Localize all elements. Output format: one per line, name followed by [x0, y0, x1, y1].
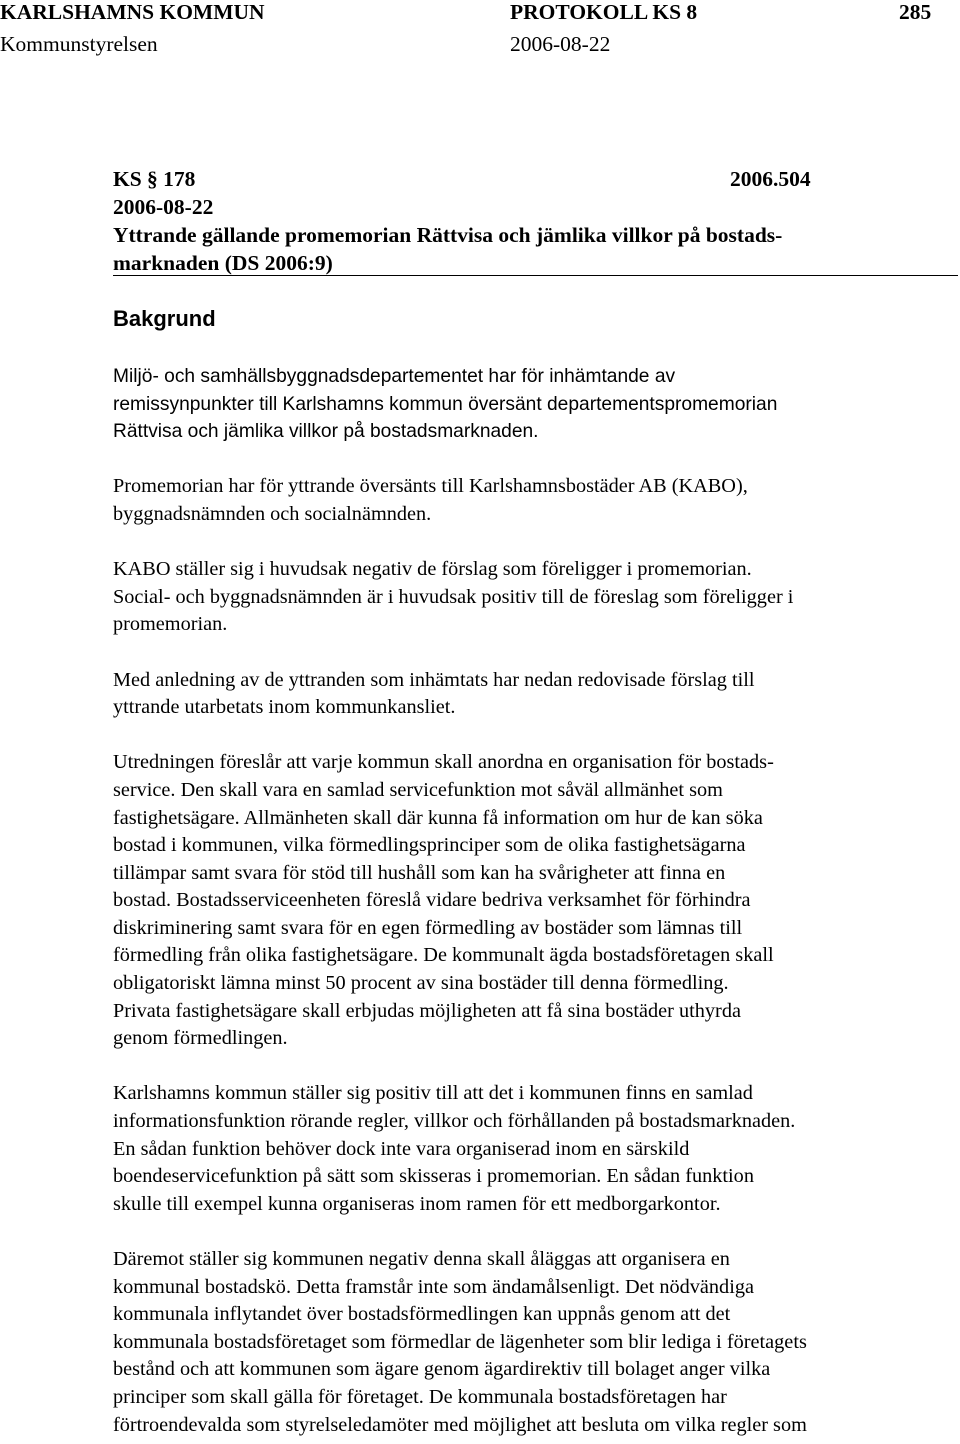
case-title-2: marknaden (DS 2006:9)	[113, 251, 333, 275]
paragraph-line: principer som skall gälla för företaget. De kommunala bostadsföretagen har	[113, 1385, 727, 1408]
paragraph-line: kommunala bostadsföretaget som förmedlar de lägenheter som blir lediga i företagets	[113, 1330, 807, 1353]
paragraph-line: bestånd och att kommunen som ägare genom ägardirektiv till bolaget anger vilka	[113, 1358, 771, 1381]
paragraph-line: kommunal bostadskö. Detta framstår inte som ändamålsenligt. Det nödvändiga	[113, 1275, 754, 1298]
case-dnr: 2006.504	[730, 167, 811, 191]
case-ks-number: KS § 178	[113, 167, 196, 191]
case-number-line	[113, 165, 958, 193]
paragraph-line: Rättvisa och jämlika villkor på bostadsmarknaden.	[113, 421, 539, 443]
paragraph-line: KABO ställer sig i huvudsak negativ de förslag som föreligger i promemorian.	[113, 558, 752, 581]
paragraph-line: En sådan funktion behöver dock inte vara organiserad inom en särskild	[113, 1137, 690, 1160]
paragraph-line: bostad i kommunen, vilka förmedlingsprinciper som de olika fastighetsägarna	[113, 834, 746, 857]
paragraph-line: skulle till exempel kunna organiseras inom ramen för ett medborgarkontor.	[113, 1192, 721, 1215]
header-doc: PROTOKOLL KS 8	[510, 0, 698, 24]
page-header	[0, 0, 960, 56]
paragraph-line: Promemorian har för yttrande översänts till Karlshamnsbostäder AB (KABO),	[113, 475, 748, 498]
paragraph	[113, 1246, 943, 1439]
paragraph-line: tillämpar samt svara för stöd till hushåll som kan ha svårigheter att finna en	[113, 861, 726, 884]
case-title-line-2	[113, 249, 958, 277]
title-divider	[113, 275, 958, 276]
case-block	[113, 165, 958, 277]
body-text	[113, 363, 943, 1439]
paragraph-gap	[113, 529, 943, 557]
case-date-line	[113, 193, 958, 221]
paragraph-line: diskriminering samt svara för en egen förmedling av bostäder som lämnas till	[113, 916, 743, 939]
paragraph-line: förtroendevalda som styrelseledamöter med möjlighet att besluta om vilka regler som	[113, 1413, 807, 1436]
paragraph-line: promemorian.	[113, 613, 228, 636]
paragraph	[113, 556, 943, 639]
header-org: KARLSHAMNS KOMMUN	[0, 0, 265, 24]
paragraph	[113, 749, 943, 1053]
case-date: 2006-08-22	[113, 195, 214, 219]
header-body-name: Kommunstyrelsen	[0, 32, 158, 56]
paragraph-line: genom förmedlingen.	[113, 1027, 288, 1050]
paragraph-line: service. Den skall vara en samlad servicefunktion mot såväl allmänhet som	[113, 778, 723, 801]
paragraph-line: remissynpunkter till Karlshamns kommun översänt departementspromemorian	[113, 393, 778, 415]
paragraph-line: Privata fastighetsägare skall erbjudas möjligheten att få sina bostäder uthyrda	[113, 999, 741, 1022]
paragraph-gap	[113, 1218, 943, 1246]
paragraph-line: Social- och byggnadsnämnden är i huvudsak positiv till de föreslag som föreligger i	[113, 585, 794, 608]
paragraph-line: Däremot ställer sig kommunen negativ denna skall åläggas att organisera en	[113, 1248, 730, 1270]
paragraph	[113, 1080, 943, 1218]
paragraph-gap	[113, 1053, 943, 1081]
paragraph-line: obligatoriskt lämna minst 50 procent av sina bostäder till denna förmedling.	[113, 972, 729, 995]
header-row-1	[0, 0, 960, 28]
paragraph-line: informationsfunktion rörande regler, villkor och förhållanden på bostadsmarknaden.	[113, 1110, 796, 1133]
case-title-1: Yttrande gällande promemorian Rättvisa och jämlika villkor på bostads-	[113, 223, 783, 247]
section-heading: Bakgrund	[113, 306, 216, 331]
paragraph-gap	[113, 639, 943, 667]
paragraph-line: fastighetsägare. Allmänheten skall där kunna få information om hur de kan söka	[113, 806, 763, 829]
header-row-2	[0, 30, 960, 58]
paragraph-line: bostad. Bostadsserviceenheten föreslå vidare bedriva verksamhet för förhindra	[113, 889, 751, 912]
paragraph	[113, 667, 943, 722]
paragraph-line: Med anledning av de yttranden som inhämtats har nedan redovisade förslag till	[113, 668, 755, 691]
paragraph-line: Karlshamns kommun ställer sig positiv till att det i kommunen finns en samlad	[113, 1082, 753, 1105]
paragraph-line: yttrande utarbetats inom kommunkansliet.	[113, 696, 456, 719]
header-page-number: 285	[899, 0, 932, 24]
paragraph-line: boendeservicefunktion på sätt som skisseras i promemorian. En sådan funktion	[113, 1165, 754, 1188]
paragraph-line: Utredningen föreslår att varje kommun skall anordna en organisation för bostads-	[113, 751, 774, 774]
case-title-line-1	[113, 221, 958, 249]
paragraph-line: byggnadsnämnden och socialnämnden.	[113, 502, 432, 525]
header-date: 2006-08-22	[510, 32, 611, 56]
paragraph-line: kommunala inflytandet över bostadsförmedlingen kan uppnås genom att det	[113, 1303, 731, 1326]
paragraph-line: förmedling från olika fastighetsägare. De kommunalt ägda bostadsföretagen skall	[113, 944, 774, 967]
paragraph-gap	[113, 722, 943, 750]
paragraph	[113, 473, 943, 528]
paragraph	[113, 363, 943, 446]
paragraph-gap	[113, 446, 943, 474]
paragraph-line: Miljö- och samhällsbyggnadsdepartementet har för inhämtande av	[113, 366, 676, 387]
